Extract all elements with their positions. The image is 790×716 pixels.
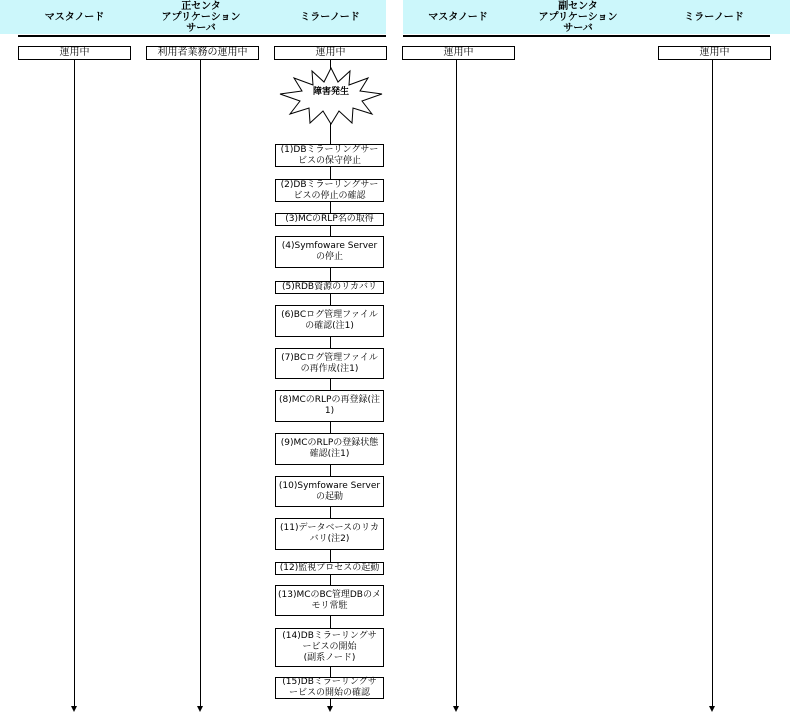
timeline-primary-app-server [200, 60, 201, 706]
arrowhead-down-icon [71, 706, 77, 712]
timeline-secondary-master [456, 60, 457, 706]
arrowhead-down-icon [453, 706, 459, 712]
arrowhead-down-icon [709, 706, 715, 712]
step-14: (14)DBミラーリングサービスの開始 (副系ノード) [275, 628, 384, 667]
header-secondary-master: マスタノード [428, 11, 488, 23]
status-primary-master: 運用中 [18, 46, 131, 60]
status-primary-mirror: 運用中 [274, 46, 387, 60]
step-6: (6)BCログ管理ファイルの確認(注1) [275, 305, 384, 337]
step-15: (15)DBミラーリングサービスの開始の確認 [275, 677, 384, 699]
step-8: (8)MCのRLPの再登録(注1) [275, 390, 384, 422]
timeline-primary-master [74, 60, 75, 706]
step-11: (11)データベースのリカバリ(注2) [275, 518, 384, 550]
header-secondary-mirror: ミラーノード [684, 11, 744, 23]
status-secondary-mirror: 運用中 [658, 46, 771, 60]
failure-label: 障害発生 [312, 87, 349, 97]
header-primary-app-server: 正センタ アプリケーション サーバ [161, 0, 241, 34]
arrowhead-down-icon [327, 706, 333, 712]
header-primary-mirror: ミラーノード [300, 11, 360, 23]
step-5: (5)RDB資源のリカバリ [275, 281, 384, 294]
step-10: (10)Symfoware Serverの起動 [275, 476, 384, 507]
status-primary-app-server: 利用者業務の運用中 [146, 46, 259, 60]
primary-header-rule [18, 35, 386, 37]
step-4: (4)Symfoware Serverの停止 [275, 236, 384, 268]
step-7: (7)BCログ管理ファイルの再作成(注1) [275, 348, 384, 379]
secondary-header-rule [403, 35, 770, 37]
header-primary-master: マスタノード [44, 11, 105, 23]
timeline-secondary-mirror [712, 60, 713, 706]
arrowhead-down-icon [197, 706, 203, 712]
step-13: (13)MCのBC管理DBのメモリ常駐 [275, 585, 384, 616]
step-12: (12)監視プロセスの起動 [275, 562, 384, 575]
step-1: (1)DBミラーリングサービスの保守停止 [275, 144, 384, 167]
status-secondary-master: 運用中 [402, 46, 515, 60]
step-3: (3)MCのRLP名の取得 [275, 213, 384, 226]
step-9: (9)MCのRLPの登録状態確認(注1) [275, 433, 384, 465]
step-2: (2)DBミラーリングサービスの停止の確認 [275, 179, 384, 202]
header-secondary-app-server: 副センタ アプリケーション サーバ [538, 0, 618, 34]
